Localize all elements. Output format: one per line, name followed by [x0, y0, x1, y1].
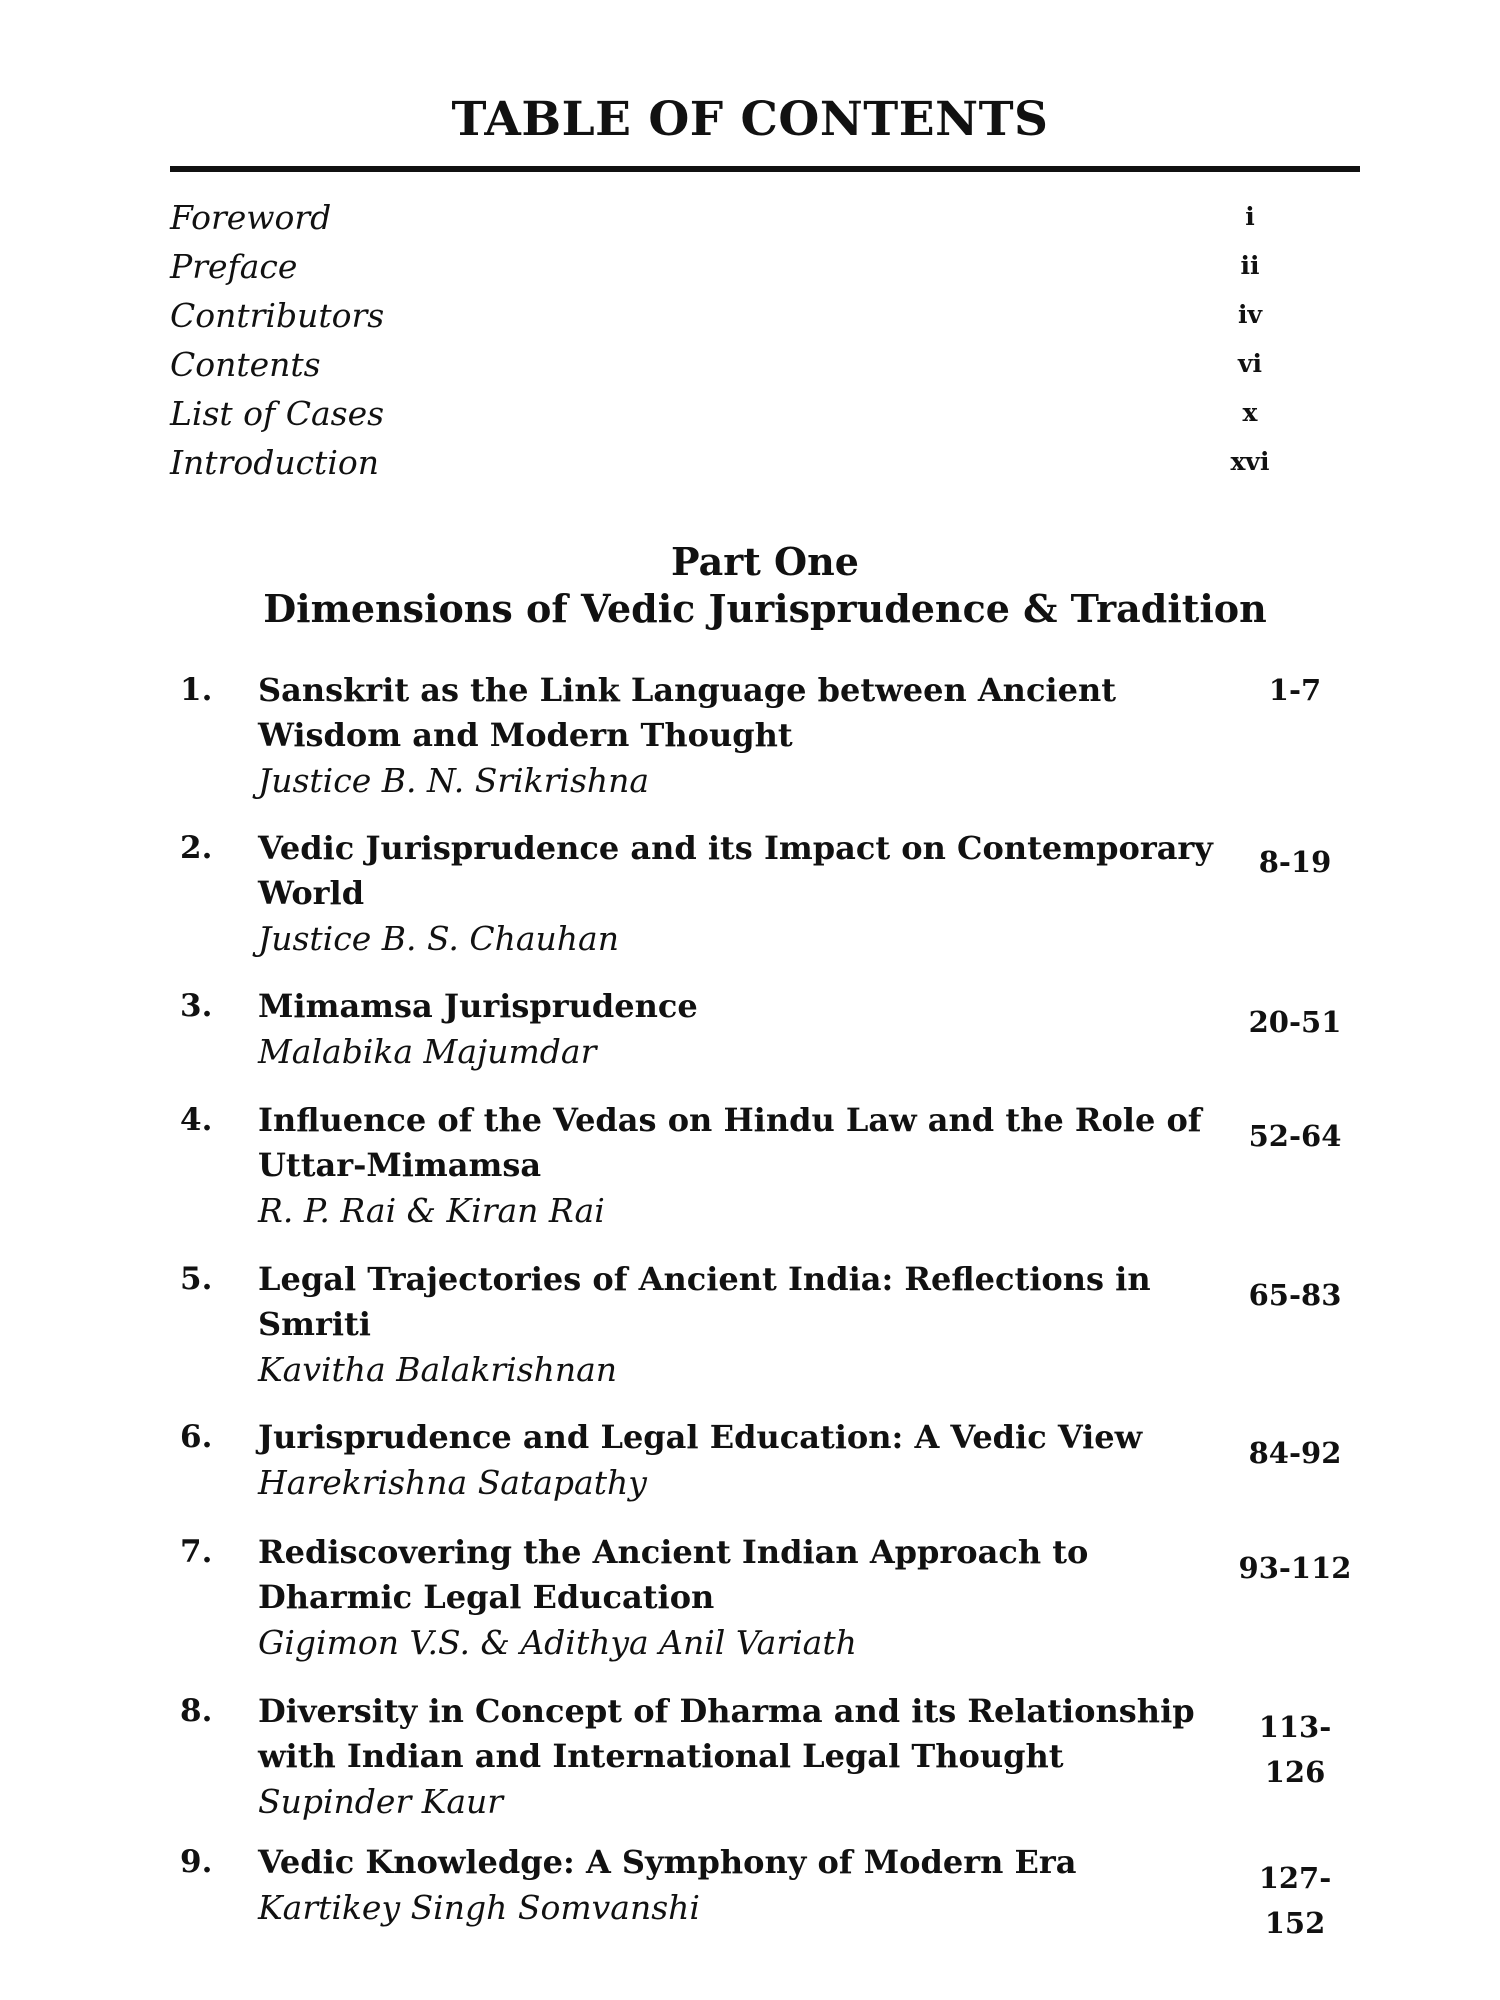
chapter-title: Mimamsa Jurisprudence: [258, 987, 698, 1025]
chapter-number: 3.: [180, 988, 213, 1024]
chapter-body: [258, 826, 1218, 961]
chapter-number: 6.: [180, 1419, 213, 1455]
chapter-body: [258, 1840, 1218, 1930]
chapter-title: Vedic Jurisprudence and its Impact on Contemporary World: [258, 829, 1213, 912]
front-matter-label: Preface: [170, 247, 298, 286]
chapter-body: [258, 1689, 1218, 1824]
front-matter-page: vi: [1237, 349, 1263, 378]
front-matter-label: List of Cases: [170, 394, 385, 433]
chapter-title: Jurisprudence and Legal Education: A Vedic View: [258, 1418, 1143, 1456]
chapter-pages: 84-92: [1248, 1436, 1342, 1470]
chapter-number: 2.: [180, 830, 213, 866]
chapter-pages: 1-7: [1268, 673, 1322, 707]
front-matter-item[interactable]: [170, 394, 1290, 443]
chapter-body: [258, 1530, 1218, 1665]
chapter-pages: 20-51: [1248, 1005, 1342, 1039]
chapter-number: 9.: [180, 1844, 213, 1880]
chapter-author: Justice B. S. Chauhan: [258, 919, 619, 958]
chapter-title: Vedic Knowledge: A Symphony of Modern Era: [258, 1843, 1077, 1881]
chapter-pages: 93-112: [1238, 1551, 1352, 1585]
chapter-pages: 8-19: [1258, 845, 1332, 879]
part-subtitle: Dimensions of Vedic Jurisprudence & Tradition: [263, 586, 1267, 631]
chapter-title: Sanskrit as the Link Language between Ancient Wisdom and Modern Thought: [258, 671, 1116, 754]
page-title: TABLE OF CONTENTS: [451, 92, 1049, 147]
chapter-number: 1.: [180, 672, 213, 708]
front-matter-item[interactable]: [170, 247, 1290, 296]
chapter-title: Influence of the Vedas on Hindu Law and the Role of Uttar-Mimamsa: [258, 1101, 1202, 1184]
part-heading-block: [0, 538, 1500, 632]
chapter-body: [258, 668, 1218, 803]
chapter-pages: 52-64: [1248, 1119, 1342, 1153]
front-matter-page: x: [1242, 398, 1258, 427]
chapter-body: [258, 1098, 1218, 1233]
chapter-number: 5.: [180, 1261, 213, 1297]
chapter-number: 7.: [180, 1534, 213, 1570]
chapter-title: Legal Trajectories of Ancient India: Reflections in Smriti: [258, 1260, 1151, 1343]
chapter-body: [258, 984, 1218, 1074]
front-matter-list: [170, 198, 1290, 492]
part-heading: Part One: [671, 539, 859, 584]
chapter-pages: 127-152: [1258, 1861, 1332, 1940]
front-matter-item[interactable]: [170, 198, 1290, 247]
chapter-author: Gigimon V.S. & Adithya Anil Variath: [258, 1623, 857, 1662]
front-matter-page: i: [1245, 202, 1255, 231]
front-matter-label: Contributors: [170, 296, 385, 335]
chapter-author: Justice B. N. Srikrishna: [258, 761, 650, 800]
chapter-title: Diversity in Concept of Dharma and its Relationship with Indian and International Legal Thought: [258, 1692, 1195, 1775]
chapter-title: Rediscovering the Ancient Indian Approach to Dharmic Legal Education: [258, 1533, 1089, 1616]
front-matter-label: Introduction: [170, 443, 379, 482]
front-matter-item[interactable]: [170, 296, 1290, 345]
chapter-author: Kartikey Singh Somvanshi: [258, 1888, 700, 1927]
chapter-number: 8.: [180, 1693, 213, 1729]
chapter-author: Kavitha Balakrishnan: [258, 1350, 618, 1389]
front-matter-item[interactable]: [170, 345, 1290, 394]
chapter-pages: 113-126: [1258, 1710, 1332, 1789]
title-rule: [170, 166, 1360, 172]
front-matter-label: Foreword: [170, 198, 332, 237]
chapter-author: Malabika Majumdar: [258, 1032, 597, 1071]
front-matter-item[interactable]: [170, 443, 1290, 492]
chapter-pages: 65-83: [1248, 1278, 1342, 1312]
chapter-author: R. P. Rai & Kiran Rai: [258, 1191, 605, 1230]
chapter-number: 4.: [180, 1102, 213, 1138]
chapter-author: Harekrishna Satapathy: [258, 1463, 647, 1502]
front-matter-page: xvi: [1230, 447, 1270, 476]
chapter-body: [258, 1415, 1218, 1505]
chapter-body: [258, 1257, 1218, 1392]
front-matter-page: iv: [1237, 300, 1263, 329]
chapter-author: Supinder Kaur: [258, 1782, 504, 1821]
front-matter-label: Contents: [170, 345, 321, 384]
front-matter-page: ii: [1240, 251, 1260, 280]
